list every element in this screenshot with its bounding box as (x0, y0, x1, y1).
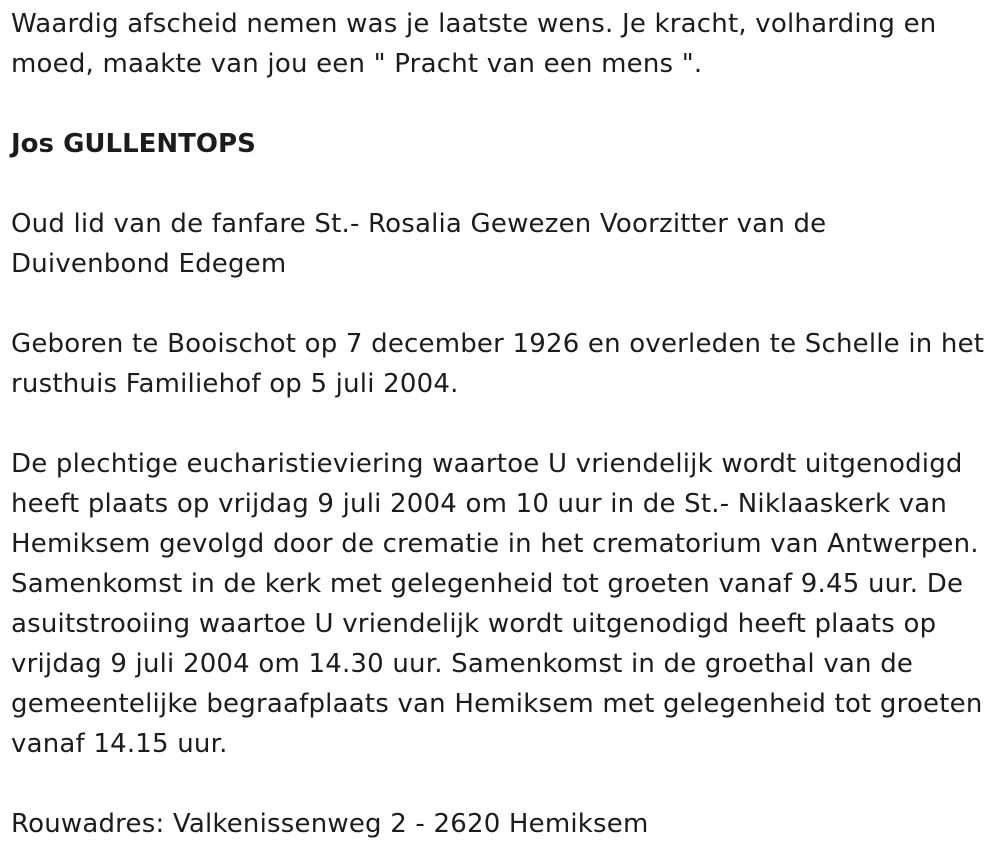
obituary-notice (11, 4, 991, 844)
roles-text: Oud lid van de fanfare St.- Rosalia Gewezen Voorzitter van de Duivenbond Edegem (11, 209, 827, 279)
intro-text: Waardig afscheid nemen was je laatste wens. Je kracht, volharding en moed, maakte van jou een " Pracht van een mens ". (11, 9, 937, 79)
birth-death-text: Geboren te Booischot op 7 december 1926 en overleden te Schelle in het rusthuis Familiehof op 5 juli 2004. (11, 329, 985, 399)
deceased-name: Jos GULLENTOPS (11, 129, 256, 159)
mourning-address: Rouwadres: Valkenissenweg 2 - 2620 Hemiksem (11, 809, 649, 839)
ceremony-text: De plechtige eucharistieviering waartoe U vriendelijk wordt uitgenodigd heeft plaats op vrijdag 9 juli 2004 om 10 uur in de St.- Niklaaskerk van Hemiksem gevolgd door de crematie in het crematorium van Antwerpen. Samenkomst in de kerk met gelegenheid tot groeten vanaf 9.45 uur. De asuitstrooiing waartoe U vriendelijk wordt uitgenodigd heeft plaats op vrijdag 9 juli 2004 om 14.30 uur. Samenkomst in de groethal van de gemeentelijke begraafplaats van Hemiksem met gelegenheid tot groeten vanaf 14.15 uur. (11, 449, 983, 759)
